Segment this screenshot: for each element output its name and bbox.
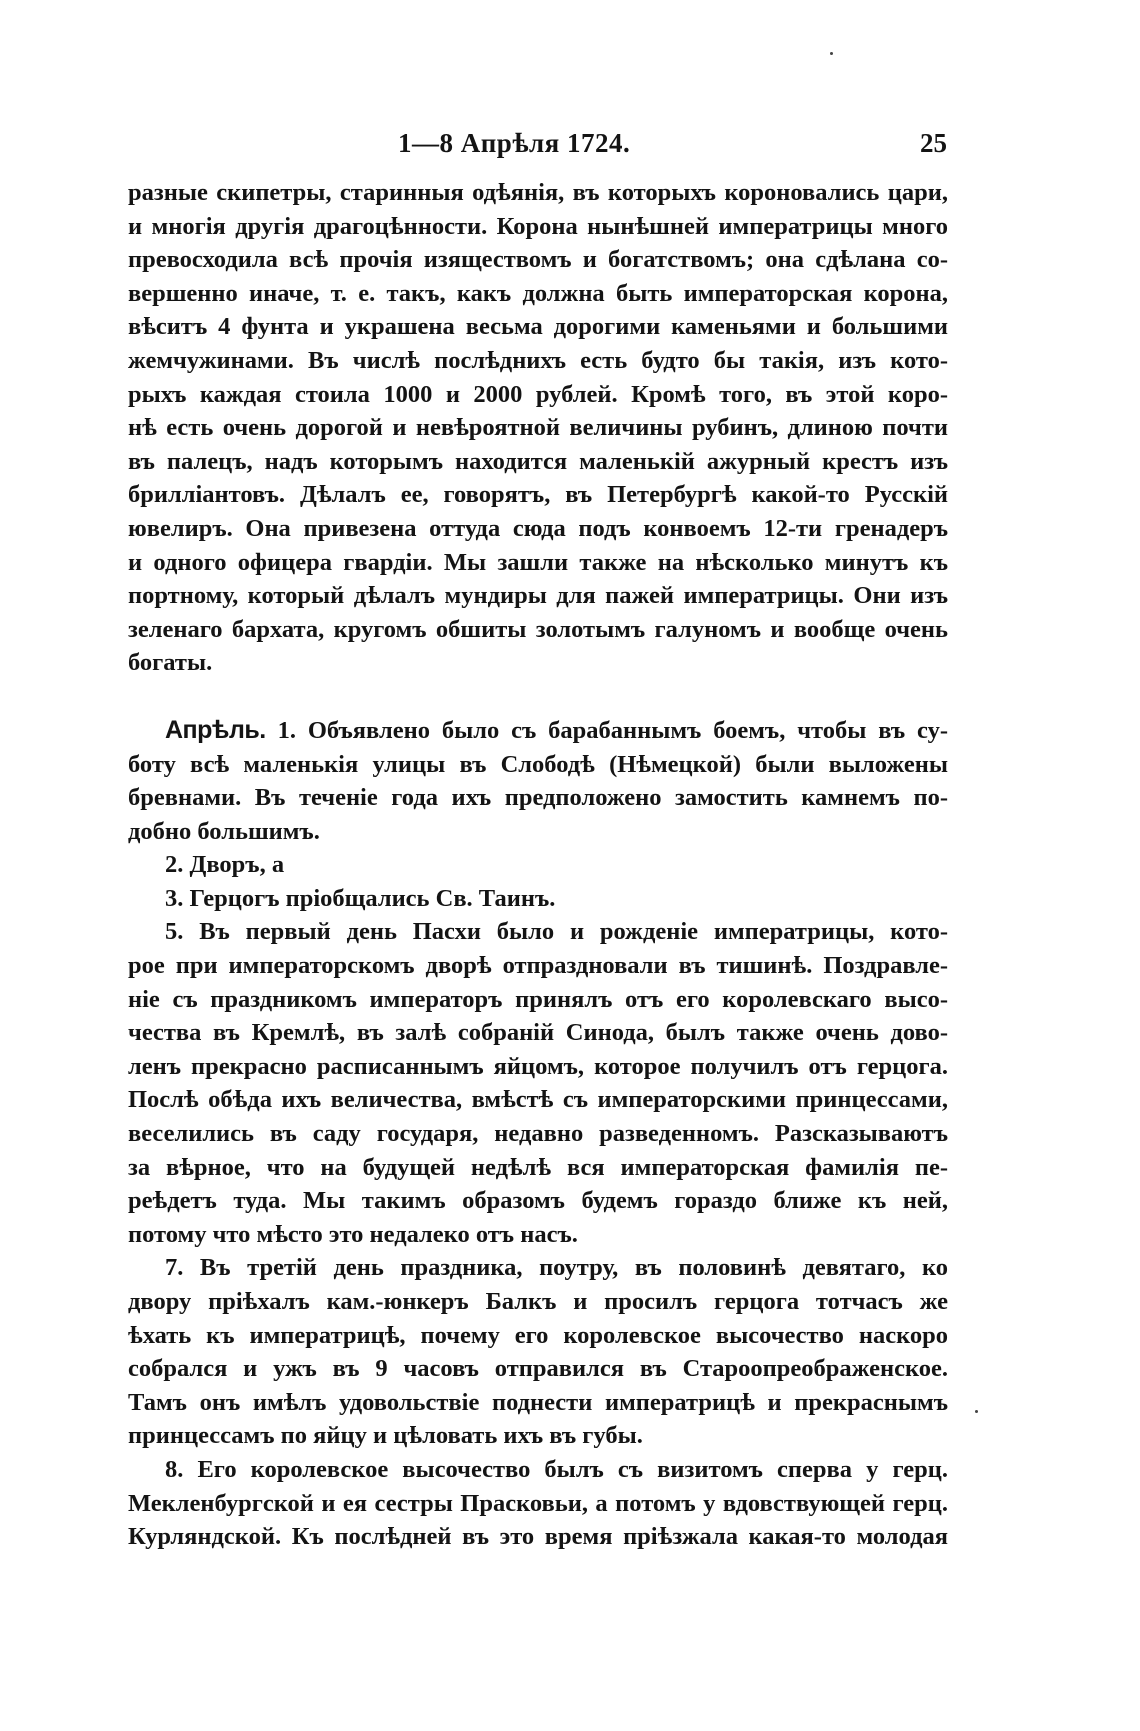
paragraph-crowns [128,176,948,680]
text-line: портному, который дѣлалъ мундиры для пажей императрицы. Они изъ [128,582,948,610]
text-line: Тамъ онъ имѣлъ удовольствіе поднести императрицѣ и прекраснымъ [128,1388,948,1416]
text-line: собрался и ужъ въ 9 часовъ отправился въ Староопреображенское. [128,1355,948,1383]
text-line: веселились въ саду государя, недавно разведенномъ. Разсказываютъ [128,1120,948,1148]
text-line: и одного офицера гвардіи. Мы зашли также на нѣсколько минутъ къ [128,548,948,576]
text-line: 2. Дворъ, а [165,851,285,879]
text-line: нѣ есть очень дорогой и невѣроятной величины рубинъ, длиною почти [128,414,948,442]
text-line: превосходила всѣ прочія изяществомъ и богатствомъ; она сдѣлана со- [128,246,948,274]
text-line: потому что мѣсто это недалеко отъ насъ. [128,1220,578,1248]
text-line: вѣситъ 4 фунта и украшена весьма дорогими каменьями и большими [128,313,948,341]
entry-april-7 [128,1251,948,1453]
text-line: двору пріѣхалъ кам.-юнкеръ Балкъ и просилъ герцога тотчасъ же [128,1288,948,1315]
text-line: реѣдетъ туда. Мы такимъ образомъ будемъ гораздо ближе къ ней, [128,1187,948,1215]
text-line: Послѣ обѣда ихъ величества, вмѣстѣ съ императорскими принцессами, [128,1086,948,1114]
entry-april-8 [128,1453,948,1554]
text-line: рыхъ каждая стоила 1000 и 2000 рублей. Кромѣ того, въ этой коро- [128,380,948,408]
text-line: 8. Его королевское высочество былъ съ визитомъ сперва у герц. [165,1455,948,1483]
page-header [0,128,1140,168]
page-body [128,176,948,1554]
text-line: бриллiантовъ. Дѣлалъ ее, говорятъ, въ Петербургѣ какой-то Русскій [128,481,948,509]
entry-april-5 [128,915,948,1251]
entry-april-3 [128,882,948,916]
text-line: бревнами. Въ теченіе года ихъ предположено замостить камнемъ по- [128,784,948,812]
text-line: ѣхать къ императрицѣ, почему его королевское высочество наскоро [128,1321,948,1349]
text-line: за вѣрное, что на будущей недѣлѣ вся императорская фамилія пе- [128,1153,948,1181]
entry-april-2 [128,848,948,882]
text-line: 7. Въ третій день праздника, поутру, въ половинѣ девятаго, ко [165,1254,948,1282]
text-line: ленъ прекрасно расписаннымъ яйцомъ, которое получилъ отъ герцога. [128,1052,948,1080]
text-line: и многія другія драгоцѣнности. Корона нынѣшней императрицы много [128,212,948,240]
text-line: добно большимъ. [128,817,320,845]
entry-text: 1. Объявлено было съ барабаннымъ боемъ, чтобы въ су- [265,716,948,744]
text-line: Мекленбургской и ея сестры Прасковьи, а потомъ у вдовствующей герц. [128,1489,948,1517]
entry-april-1 [128,714,948,848]
text-line: принцессамъ по яйцу и цѣловать ихъ въ губы. [128,1422,643,1450]
text-line: жемчужинами. Въ числѣ послѣднихъ есть будто бы такія, изъ кото- [128,346,948,374]
print-speck [975,1410,978,1413]
text-line: рое при императорскомъ дворѣ отпраздновали въ тишинѣ. Поздравле- [128,952,948,980]
text-line: чества въ Кремлѣ, въ залѣ собраній Синода, былъ также очень дово- [128,1019,948,1047]
text-line [128,714,948,748]
text-line: въ палецъ, надъ которымъ находится маленькій ажурный крестъ изъ [128,447,948,475]
running-title: 1—8 Апрѣля 1724. [398,128,631,158]
paragraph-gap [128,680,948,714]
page-number: 25 [920,128,947,158]
section-heading: Апрѣль. [165,715,266,744]
text-line: 3. Герцогъ пріобщались Св. Таинъ. [165,884,556,912]
text-line: богаты. [128,649,213,677]
text-line: зеленаго бархата, кругомъ обшиты золотымъ галуномъ и вообще очень [128,615,948,643]
text-line: разные скипетры, старинныя одѣянія, въ которыхъ короновались цари, [128,179,948,206]
text-line: боту всѣ маленькія улицы въ Слободѣ (Нѣмецкой) были выложены [128,750,948,778]
print-speck [830,52,833,55]
text-line: 5. Въ первый день Пасхи было и рожденіе императрицы, кото- [165,918,948,946]
text-line: ювелиръ. Она привезена оттуда сюда подъ конвоемъ 12-ти гренадеръ [128,514,948,542]
text-line: Курляндской. Къ послѣдней въ это время пріѣзжала какая-то молодая [128,1523,948,1551]
text-line: вершенно иначе, т. е. такъ, какъ должна быть императорская корона, [128,279,948,307]
text-line: ніе съ праздникомъ императоръ принялъ отъ его королевскаго высо- [128,985,948,1013]
